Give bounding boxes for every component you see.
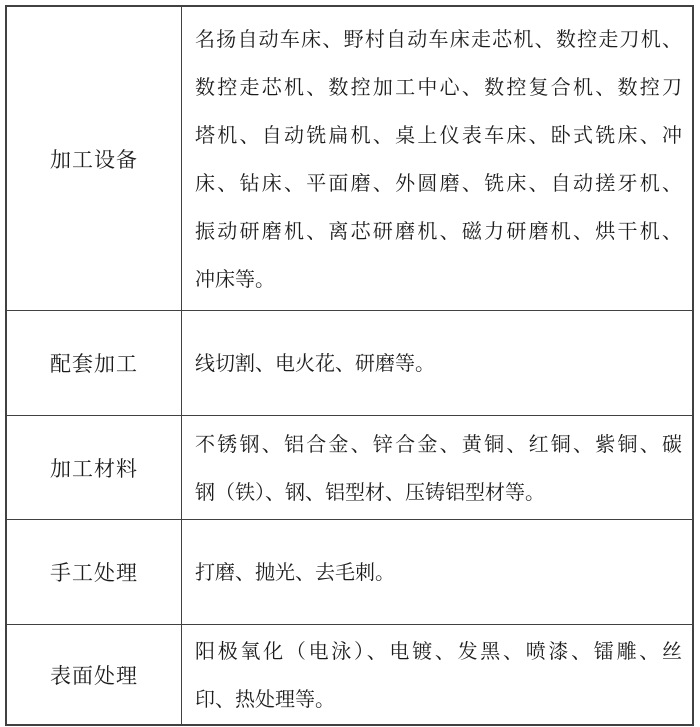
content-line: 不锈钢、铝合金、锌合金、黄铜、红铜、紫铜、碳 <box>195 431 682 456</box>
content-line: 振动研磨机、离芯研磨机、磁力研磨机、烘干机、 <box>195 218 682 243</box>
row-label: 配套加工 <box>7 311 182 415</box>
content-line: 阳极氧化（电泳）、电镀、发黑、喷漆、镭雕、丝 <box>195 638 682 663</box>
table-row <box>7 310 692 415</box>
row-label: 加工设备 <box>7 7 182 310</box>
table-row <box>7 7 692 310</box>
row-content <box>182 520 692 624</box>
content-line: 打磨、抛光、去毛刺。 <box>195 560 395 584</box>
row-content <box>182 7 692 310</box>
content-line: 塔机、自动铣扁机、桌上仪表车床、卧式铣床、冲 <box>195 122 682 147</box>
row-content <box>182 311 692 415</box>
table-row <box>7 624 692 724</box>
content-line: 印、热处理等。 <box>195 686 335 711</box>
capabilities-table <box>5 5 694 726</box>
content-line: 床、钻床、平面磨、外圆磨、铣床、自动搓牙机、 <box>195 170 682 195</box>
row-label: 手工处理 <box>7 520 182 624</box>
content-line: 名扬自动车床、野村自动车床走芯机、数控走刀机、 <box>195 26 682 51</box>
content-line: 钢（铁）、钢、铝型材、压铸铝型材等。 <box>195 479 545 504</box>
row-label: 表面处理 <box>7 625 182 724</box>
row-content <box>182 416 692 519</box>
table-row <box>7 415 692 519</box>
content-line: 数控走芯机、数控加工中心、数控复合机、数控刀 <box>195 74 682 99</box>
row-content <box>182 625 692 724</box>
content-line: 冲床等。 <box>195 266 275 291</box>
row-label: 加工材料 <box>7 416 182 519</box>
table-row <box>7 519 692 624</box>
content-line: 线切割、电火花、研磨等。 <box>195 351 435 375</box>
